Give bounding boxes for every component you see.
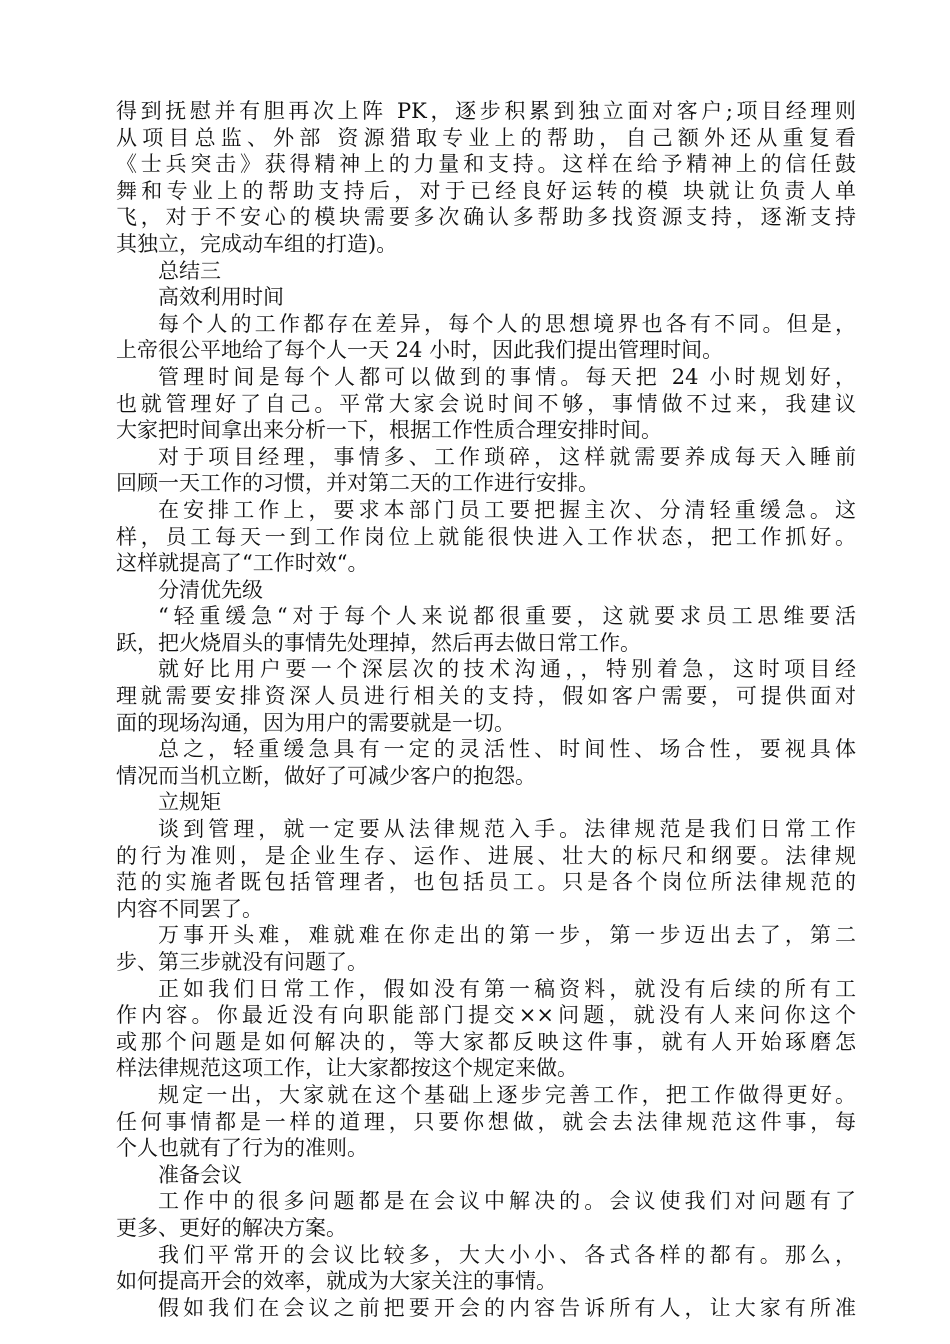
paragraph-first-line: 就好比用户要一个深层次的技术沟通，，特别着急，这时项目经 bbox=[158, 657, 856, 682]
body-line: 内容不同罢了。 bbox=[116, 896, 263, 921]
paragraph-first-line: 规定一出，大家就在这个基础上逐步完善工作，把工作做得更好。 bbox=[158, 1082, 856, 1107]
body-line: 作内容。你最近没有向职能部门提交××问题，就没有人来问你这个 bbox=[116, 1003, 856, 1028]
body-line: 任何事情都是一样的道理，只要你想做，就会去法律规范这件事，每 bbox=[116, 1109, 856, 1134]
body-line: 回顾一天工作的习惯，并对第二天的工作进行安排。 bbox=[116, 471, 599, 496]
paragraph-first-line: 工作中的很多问题都是在会议中解决的。会议使我们对问题有了 bbox=[158, 1189, 856, 1214]
body-line: 得到抚慰并有胆再次上阵 PK，逐步积累到独立面对客户;项目经理则 bbox=[116, 99, 856, 123]
section-heading: 高效利用时间 bbox=[158, 285, 284, 310]
paragraph-first-line: 总之，轻重缓急具有一定的灵活性、时间性、场合性，要视具体 bbox=[158, 737, 856, 762]
body-line: 如何提高开会的效率，就成为大家关注的事情。 bbox=[116, 1269, 557, 1294]
body-line: 情况而当机立断，做好了可减少客户的抱怨。 bbox=[116, 763, 536, 788]
paragraph-first-line: 在安排工作上，要求本部门员工要把握主次、分清轻重缓急。这 bbox=[158, 497, 856, 522]
body-line: 样，员工每天一到工作岗位上就能很快进入工作状态，把工作抓好。 bbox=[116, 524, 856, 549]
section-heading: 立规矩 bbox=[158, 790, 221, 815]
section-heading: 总结三 bbox=[158, 258, 221, 283]
body-line: 这样就提高了“工作时效“。 bbox=[116, 551, 369, 576]
body-line: 样法律规范这项工作，让大家都按这个规定来做。 bbox=[116, 1056, 578, 1081]
paragraph-first-line: 万事开头难，难就难在你走出的第一步，第一步迈出去了，第二 bbox=[158, 923, 856, 948]
document-body bbox=[116, 98, 856, 1321]
body-line: 步、第三步就没有问题了。 bbox=[116, 950, 368, 974]
paragraph-first-line: 我们平常开的会议比较多，大大小小、各式各样的都有。那么， bbox=[158, 1242, 856, 1267]
body-line: 也就管理好了自己。平常大家会说时间不够，事情做不过来，我建议 bbox=[116, 391, 856, 416]
body-line: 飞，对于不安心的模块需要多次确认多帮助多找资源支持，逐渐支持 bbox=[116, 205, 856, 230]
body-line: 面的现场沟通，因为用户的需要就是一切。 bbox=[116, 710, 515, 735]
paragraph-first-line: 假如我们在会议之前把要开会的内容告诉所有人，让大家有所准 bbox=[158, 1295, 856, 1320]
body-line: 舞和专业上的帮助支持后，对于已经良好运转的模 块就让负责人单 bbox=[116, 178, 856, 203]
body-line: 的行为准则，是企业生存、运作、进展、壮大的标尺和纲要。法律规 bbox=[116, 843, 856, 868]
body-line: 或那个问题是如何解决的，等大家都反映这件事，就有人开始琢磨怎 bbox=[116, 1029, 856, 1054]
body-line: 大家把时间拿出来分析一下，根据工作性质合理安排时间。 bbox=[116, 418, 662, 443]
body-line: 上帝很公平地给了每个人一天 24 小时，因此我们提出管理时间。 bbox=[116, 338, 724, 363]
body-line: 从项目总监、外部 资源猎取专业上的帮助，自己额外还从重复看 bbox=[116, 125, 856, 150]
paragraph-first-line: “轻重缓急“对于每个人来说都很重要，这就要求员工思维要活 bbox=[158, 604, 856, 629]
body-line: 更多、更好的解决方案。 bbox=[116, 1215, 347, 1240]
body-line: 范的实施者既包括管理者，也包括员工。只是各个岗位所法律规范的 bbox=[116, 870, 856, 895]
paragraph-first-line: 谈到管理，就一定要从法律规范入手。法律规范是我们日常工作 bbox=[158, 817, 856, 842]
paragraph-first-line: 对于项目经理，事情多、工作琐碎，这样就需要养成每天入睡前 bbox=[158, 444, 856, 469]
body-line: 跃，把火烧眉头的事情先处理掉，然后再去做日常工作。 bbox=[116, 630, 641, 655]
body-line: 个人也就有了行为的准则。 bbox=[116, 1136, 368, 1161]
paragraph-first-line: 每个人的工作都存在差异，每个人的思想境界也各有不同。但是， bbox=[158, 311, 856, 336]
body-line: 其独立，完成动车组的打造)。 bbox=[116, 231, 398, 256]
body-line: 理就需要安排资深人员进行相关的支持，假如客户需要，可提供面对 bbox=[116, 684, 856, 709]
section-heading: 分清优先级 bbox=[158, 577, 263, 602]
paragraph-first-line: 管理时间是每个人都可以做到的事情。每天把 24 小时规划好， bbox=[158, 364, 856, 389]
paragraph-first-line: 正如我们日常工作，假如没有第一稿资料，就没有后续的所有工 bbox=[158, 976, 856, 1001]
body-line: 《士兵突击》获得精神上的力量和支持。这样在给予精神上的信任鼓 bbox=[116, 152, 856, 177]
section-heading: 准备会议 bbox=[158, 1162, 242, 1187]
